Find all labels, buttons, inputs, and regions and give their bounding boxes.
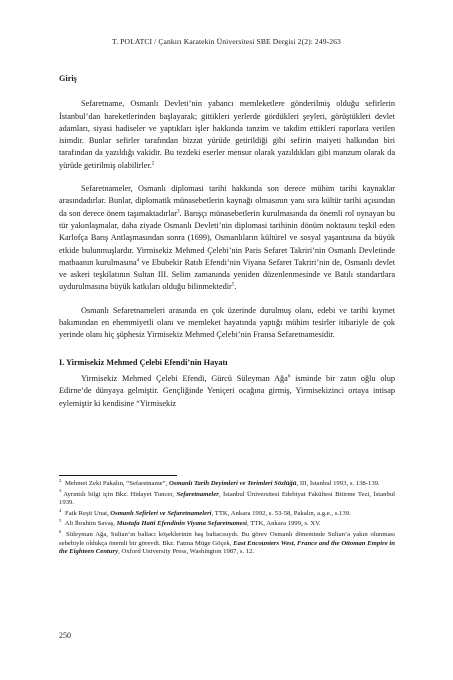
section-1-paragraph-1-text-b: isminde bir zatın oğlu olup Edirne’de dünyaya gelmiştir. Gençliğinde Yeniçeri ocağına girmiş, Yirmisekizinci ortaya intisap eylemiştir ki kendisine “Yirmisekiz — [59, 373, 395, 408]
footnote-4-title: Osmanlı Sefirleri ve Sefaretnameleri — [110, 509, 212, 517]
intro-paragraph-1 — [59, 98, 395, 172]
footnote-6-text: Süleyman Ağa, Sultan’ın baltacı köşeklerinin baş baltacısıydı. Bu görev Osmanlı döneminde Sultan’a yakın olunması sebebiyle oldukça önemli bir görevdi. Bkz. Fatma Müge Göçek, — [59, 530, 395, 547]
footnote-2 — [59, 477, 395, 489]
footnote-4-number: 4 — [59, 507, 62, 513]
footnote-5-text: Ali İbrahim Savaş, — [63, 520, 117, 528]
section-1-heading — [59, 357, 395, 369]
footnote-2-number: 2 — [59, 477, 62, 483]
section-1-paragraph-1 — [59, 373, 395, 410]
footnote-3-text: Ayrıntılı bilgi için Bkz. Hidayet Tuncer, — [63, 490, 177, 498]
intro-paragraph-1-text: Sefaretname, Osmanlı Devleti’nin yabancı memleketlere gönderilmiş olduğu sefirlerin İstanbul’dan hareketlerinden başlayarak; gittikleri yerlerde gördükleri şeyleri, görüştükleri devlet adamları, siyasi hadiseler ve yaptıkları işler hakkında tanzim ve takdim ettikleri raporlara verilen isimdir. Bunlar sefirler tarafından bizzat yürüde getirildiği gibi sefirin maiyeti halkından biri tarafından da yazıldığı vakidir. Bu tezdeki eserler mensur olarak yazıldıkları gibi manzum olarak da yürüde getirilmiş olabilirler. — [59, 99, 395, 170]
footnote-ref-2: 2 — [151, 161, 155, 167]
footnote-6-text-end: , Oxford University Press, Washington 1987, s. 12. — [118, 548, 255, 556]
footnotes — [59, 477, 395, 559]
footnote-ref-5: 5 — [231, 282, 235, 288]
footnote-2-text-end: , III, İstanbul 1993, s. 138-139. — [296, 480, 380, 487]
intro-paragraph-2: Sefaretnameler, Osmanlı diplomasi tarihi hakkında son derece mühim tarihi kaynaklar arasındadırlar. Bunlar, diplomatik münasebetlerin kaynağı olmasının yanı sıra kültür tarihi açısından da son derece önem taşımaktadırlar$^3$. Barışçı münasebetlerin kurulmasında da önemli rol oynayan bu tür yakınlaşmalar, daha ziyade Osmanlı Devleti’nin diplomasi tarihinin dönüm noktasını teşkil eden Karlofça Barış Antlaşmasından sonra (1699), Osmanlıların kültürel ve sosyal yaşantısına da büyük etkide bulunmuşlardır. Yirmisekiz Mehmed Çelebi’nin Paris Sefaret Takriri’nin Osmanlı Devletinde matbaanın kurulmasına$^4$ ve Ebubekir Ratıb Efendi’nin Viyana Sefaret Takriri’nin de, Osmanlı devlet ve askeri teşkilatının Sultan III. Selim zamanında yeniden düzenlenmesinde ve Batılı standartlara uydurulmasına büyük katkıları olduğu bilinmektedir$^5$. — [59, 184, 395, 292]
footnote-6-number: 6 — [59, 528, 62, 534]
intro-paragraph-2-text-b: . Barışçı münasebetlerin kurulmasında da önemli rol oynayan bu tür yakınlaşmalar, daha ziyade Osmanlı Devleti’nin diplomasi tarihinin dönüm noktasını teşkil eden Karlofça Barış Antlaşmasından sonra (1699), Osmanlıların kültürel ve sosyal yaşantısına da büyük etkide bulunmuşlardır. Yirmisekiz Mehmed Çelebi’nin Paris Sefaret Takriri’nin Osmanlı Devletinde matbaanın kurulmasına — [59, 208, 395, 267]
footnote-5 — [59, 520, 395, 529]
footnote-separator — [59, 475, 177, 476]
footnote-4-text-end: , TTK, Ankara 1992, s. 53-58, Pakalın, a.g.e., s.139. — [211, 509, 351, 517]
footnote-3-text-end: , İstanbul Üniversitesi Edebiyat Fakültesi Bitirme Tezi, İstanbul 1939. — [59, 490, 395, 507]
footnote-ref-3: 3 — [176, 208, 180, 214]
footnote-3-title: Sefaretnameler — [176, 490, 219, 498]
footnote-6-title: East Encounters West, France and the Ottoman Empire in the Eighteen Century — [59, 539, 395, 556]
intro-heading: Giriş — [59, 74, 77, 83]
footnote-4 — [59, 507, 395, 519]
footnote-ref-4: 4 — [136, 258, 140, 264]
article-body — [59, 73, 395, 410]
intro-paragraph-3: Osmanlı Sefaretnameleri arasında en çok üzerinde durulmuş olanı, edebi ve tarihi kıymet bakımından en ehemmiyetli olanı ve memleket hayatında yaptığı mühim tesirler itibariyle de çok yerinde olanı hiç şüphesiz Yirmisekiz Mehmed Çelebi’nin Fransa Sefaretnamesidir. — [59, 305, 395, 340]
footnote-5-title: Mustafa Hatti Efendinin Viyana Sefaretnamesi — [116, 520, 248, 528]
footnote-5-number: 5 — [59, 518, 62, 524]
footnote-5-text-end: , TTK, Ankara 1999, s. XV. — [247, 520, 321, 528]
intro-paragraph-2-text-c: ve Ebubekir Ratıb Efendi’nin Viyana Sefaret Takriri’nin de, Osmanlı devlet ve askeri teşkilatının Sultan III. Selim zamanında yeniden düzenlenmesinde ve Batılı standartlara uydurulmasına büyük katkıları olduğu bilinmektedir — [59, 257, 395, 292]
footnote-2-title: Osmanlı Tarih Deyimleri ve Terimleri Sözlüğü — [168, 480, 297, 487]
footnote-4-text: Faik Reşit Unat, — [63, 509, 111, 517]
section-1-heading-text: I. Yirmisekiz Mehmed Çelebi Efendi’nin Hayatı — [59, 357, 228, 367]
footnote-3 — [59, 488, 395, 508]
page-number: 250 — [59, 631, 71, 640]
intro-paragraph-2-text-a: Sefaretnameler, Osmanlı diplomasi tarihi hakkında son derece mühim tarihi kaynaklar arasındadırlar. Bunlar, diplomatik münasebetlerin kaynağı olmasının yanı sıra kültür tarihi açısından da son derece önem taşımaktadırlar — [59, 184, 395, 218]
footnote-6 — [59, 528, 395, 557]
running-header: T. POLATCI / Çankırı Karatekin Üniversitesi SBE Dergisi 2(2): 249-263 — [112, 37, 341, 46]
section-1-paragraph-1-text-a: Yirmisekiz Mehmed Çelebi Efendi, Gürcü Süleyman Ağa — [81, 373, 288, 383]
footnote-2-text: Mehmet Zeki Pakalın, “Sefaretname”, — [63, 480, 169, 487]
footnote-3-number: 3 — [59, 488, 62, 494]
footnote-ref-6: 6 — [287, 374, 291, 380]
